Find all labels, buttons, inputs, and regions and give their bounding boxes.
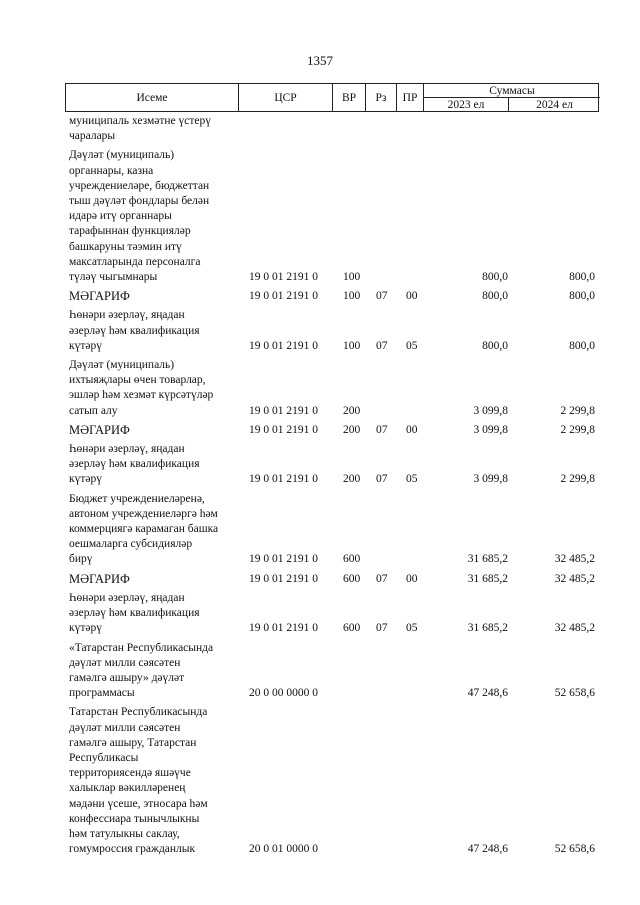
header-year-2024: 2024 ел (536, 99, 573, 111)
table-row-section (0, 289, 640, 304)
header-sums (424, 84, 600, 111)
row-name: МӘГАРИФ (69, 571, 130, 586)
row-vr: 200 (343, 423, 361, 436)
row-sum-2023: 800,0 (482, 271, 508, 284)
row-pr: 05 (406, 473, 418, 486)
table-row (0, 705, 640, 857)
row-name: МӘГАРИФ (69, 422, 130, 437)
header-vr: ВР (333, 84, 366, 111)
row-csr: 19 0 01 2191 0 (249, 553, 318, 566)
table-row (0, 591, 640, 637)
row-sum-2024: 800,0 (569, 271, 595, 284)
row-sum-2023: 31 685,2 (467, 572, 508, 585)
row-sum-2024: 800,0 (569, 290, 595, 303)
table-body (0, 114, 640, 861)
row-name: Һөнәри әзерләү, яңадан әзерләү һәм квалификация күтәрү (69, 309, 200, 352)
row-pr: 00 (406, 423, 418, 436)
row-sum-2024: 32 485,2 (554, 553, 595, 566)
row-sum-2024: 52 658,6 (554, 843, 595, 856)
row-sum-2024: 32 485,2 (554, 622, 595, 635)
row-sum-2023: 31 685,2 (467, 622, 508, 635)
row-sum-2024: 2 299,8 (560, 423, 595, 436)
row-sum-2024: 2 299,8 (560, 404, 595, 417)
row-rz: 07 (376, 622, 388, 635)
row-sum-2024: 52 658,6 (554, 687, 595, 700)
table-row (0, 641, 640, 702)
row-sum-2023: 31 685,2 (467, 553, 508, 566)
table-row-section (0, 572, 640, 587)
header-csr: ЦСР (239, 84, 333, 111)
table-row (0, 358, 640, 419)
row-rz: 07 (376, 473, 388, 486)
row-name: Бюджет учреждениеләренә, автоном учреждениеләргә һәм коммерциягә карамаган башка оешмаларга субсидияләр бирү (69, 492, 219, 566)
row-sum-2024: 2 299,8 (560, 473, 595, 486)
row-vr: 200 (343, 473, 361, 486)
row-vr: 600 (343, 553, 361, 566)
table-row (0, 308, 640, 354)
row-rz: 07 (376, 572, 388, 585)
table-row (0, 114, 640, 144)
row-name: Һөнәри әзерләү, яңадан әзерләү һәм квалификация күтәрү (69, 591, 200, 635)
row-pr: 05 (406, 339, 418, 352)
row-sum-2023: 47 248,6 (467, 687, 508, 700)
row-pr: 00 (406, 290, 418, 303)
header-sums-label: Суммасы (424, 84, 600, 98)
table-row (0, 148, 640, 285)
row-csr: 19 0 01 2191 0 (249, 271, 318, 284)
row-name: МӘГАРИФ (69, 289, 130, 304)
row-sum-2023: 47 248,6 (467, 843, 508, 856)
header-rz: Рз (366, 84, 397, 111)
row-rz: 07 (376, 290, 388, 303)
row-vr: 100 (343, 271, 361, 284)
row-name: Татарстан Республикасында дәүләт милли сәясәтен гамәлгә ашыру, Татарстан Республикасы территориясендә яшәүче халыклар вәкилләренең мәдәни үсеше, этносара һәм конфессиара тынычлыкны һәм татулыкны саклау, гомумроссия гражданлык (69, 706, 208, 856)
row-sum-2023: 800,0 (482, 339, 508, 352)
row-csr: 19 0 01 2191 0 (249, 622, 318, 635)
table-row (0, 442, 640, 488)
row-sum-2023: 3 099,8 (473, 423, 508, 436)
row-name: муниципаль хезмәтне үстерү чаралары (69, 115, 211, 143)
row-pr: 00 (406, 572, 418, 585)
header-pr: ПР (397, 84, 424, 111)
row-csr: 19 0 01 2191 0 (249, 339, 318, 352)
row-csr: 19 0 01 2191 0 (249, 473, 318, 486)
page-number: 1357 (307, 53, 333, 68)
row-vr: 200 (343, 404, 361, 417)
row-csr: 20 0 00 0000 0 (249, 687, 318, 700)
row-csr: 19 0 01 2191 0 (249, 572, 318, 585)
row-sum-2024: 800,0 (569, 339, 595, 352)
row-csr: 19 0 01 2191 0 (249, 290, 318, 303)
row-csr: 20 0 01 0000 0 (249, 843, 318, 856)
row-name: «Татарстан Республикасында дәүләт милли сәясәтен гамәлгә ашыру» дәүләт программасы (69, 641, 214, 700)
header-name: Исеме (66, 84, 239, 111)
row-csr: 19 0 01 2191 0 (249, 404, 318, 417)
table-row-section (0, 423, 640, 438)
row-sum-2024: 32 485,2 (554, 572, 595, 585)
table-header (65, 83, 599, 112)
row-rz: 07 (376, 423, 388, 436)
row-sum-2023: 800,0 (482, 290, 508, 303)
header-year-2023: 2023 ел (424, 98, 509, 112)
row-vr: 100 (343, 290, 361, 303)
row-name: Һөнәри әзерләү, яңадан әзерләү һәм квалификация күтәрү (69, 443, 200, 486)
row-name: Дәүләт (муниципаль) органнары, казна учреждениеләре, бюджеттан тыш дәүләт фондлары белән идарә итү органнары тарафыннан функцияләр башкаруны тәэмин итү максатларында персоналга түләү чыгымнары (69, 149, 210, 284)
row-name: Дәүләт (муниципаль) ихтыяҗлары өчен товарлар, эшләр һәм хезмәт күрсәтүләр сатып алу (69, 359, 214, 417)
row-sum-2023: 3 099,8 (473, 473, 508, 486)
row-vr: 600 (343, 622, 361, 635)
row-vr: 600 (343, 572, 361, 585)
row-vr: 100 (343, 339, 361, 352)
row-csr: 19 0 01 2191 0 (249, 423, 318, 436)
table-row (0, 492, 640, 568)
row-pr: 05 (406, 622, 418, 635)
row-rz: 07 (376, 339, 388, 352)
row-sum-2023: 3 099,8 (473, 404, 508, 417)
